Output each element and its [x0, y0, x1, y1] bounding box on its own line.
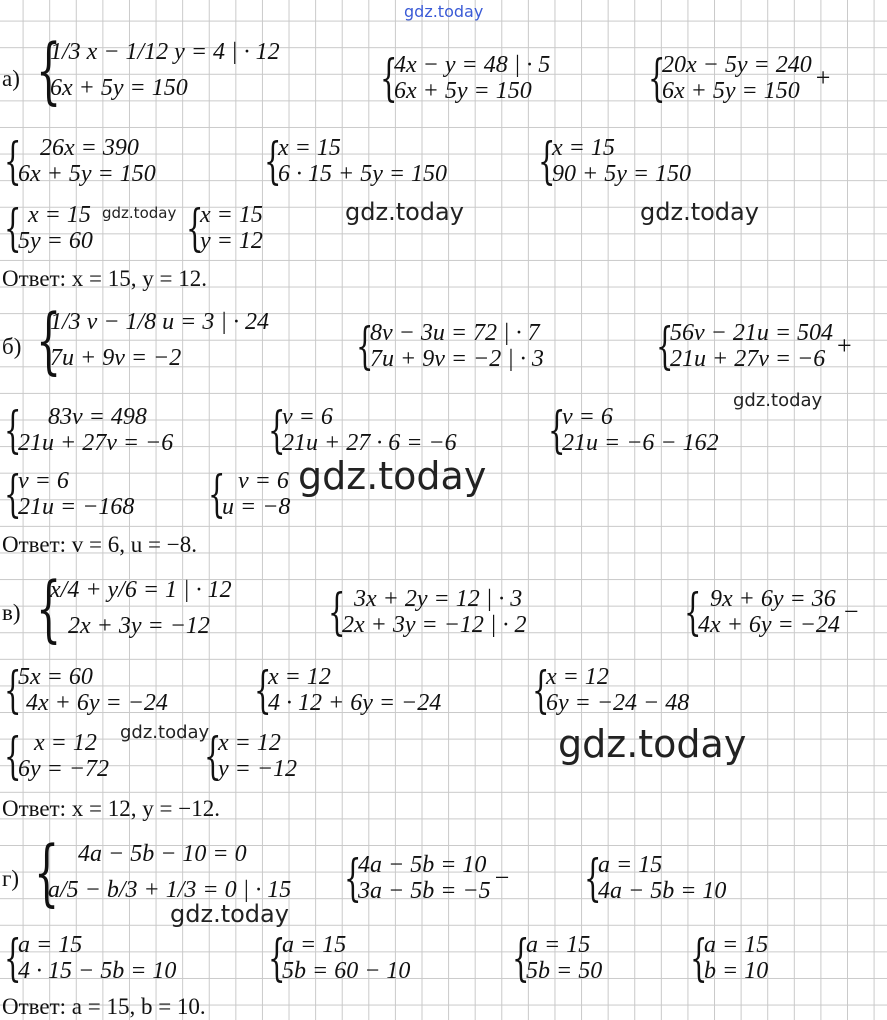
brace-icon: { [208, 465, 226, 523]
equation-system [208, 465, 291, 523]
brace-icon: { [548, 401, 566, 459]
watermark: gdz.today [345, 198, 464, 226]
equation: 21u = −6 − 162 [562, 430, 719, 456]
equation-system [380, 49, 551, 107]
brace-icon: { [344, 849, 362, 907]
equation: 21u + 27v = −6 [18, 430, 174, 456]
equation-system [538, 132, 692, 190]
equation: 3x + 2y = 12 | · 3 [354, 586, 523, 612]
equation: b = 10 [704, 958, 769, 984]
watermark: gdz.today [102, 204, 177, 222]
equation: 6y = −72 [18, 756, 110, 782]
equation: x = 15 [28, 202, 91, 228]
brace-icon: { [4, 465, 22, 523]
brace-icon: { [648, 49, 666, 107]
equation: 6 · 15 + 5y = 150 [278, 161, 448, 187]
equation-system [4, 401, 174, 459]
equation: 8v − 3u = 72 | · 7 [370, 320, 540, 346]
part-label: г) [2, 866, 20, 891]
equation-system [36, 28, 280, 112]
brace-icon: { [656, 317, 674, 375]
equation: u = −8 [222, 494, 291, 520]
equation-system [344, 849, 510, 907]
brace-icon: { [380, 49, 398, 107]
equation-system [4, 929, 177, 987]
equation: 9x + 6y = 36 [710, 586, 836, 612]
brace-icon: { [264, 132, 282, 190]
equation: 4x − y = 48 | · 5 [394, 52, 551, 78]
answer: Ответ: v = 6, u = −8. [2, 532, 197, 557]
watermark: gdz.today [120, 722, 210, 743]
equation: y = 12 [200, 228, 263, 254]
equation: 4 · 15 − 5b = 10 [18, 958, 177, 984]
equation: 56v − 21u = 504 [670, 320, 834, 346]
equation: x = 12 [34, 730, 97, 756]
brace-icon: { [328, 583, 346, 641]
equation-system [36, 298, 269, 382]
equation-system [186, 199, 263, 257]
watermark: gdz.today [170, 900, 289, 928]
equation-system [356, 317, 544, 375]
equation: 4a − 5b = 10 [598, 878, 727, 904]
equation: 1/3 x − 1/12 y = 4 | · 12 [50, 39, 280, 65]
equation: 26x = 390 [40, 135, 139, 161]
equation-system [4, 465, 135, 523]
equation-system [512, 929, 603, 987]
brace-icon: { [36, 298, 62, 382]
brace-icon: { [4, 727, 22, 785]
operation-sign: + [837, 331, 852, 360]
equation-system [254, 661, 442, 719]
brace-icon: { [356, 317, 374, 375]
brace-icon: { [36, 566, 62, 650]
brace-icon: { [512, 929, 530, 987]
equation-system [268, 929, 411, 987]
equation: 4a − 5b = 10 [358, 852, 487, 878]
equation: 20x − 5y = 240 [662, 52, 812, 78]
equation: x = 12 [546, 664, 609, 690]
equation: 3a − 5b = −5 [358, 878, 491, 904]
equation: 2x + 3y = −12 [68, 613, 210, 639]
equation: 21u = −168 [18, 494, 135, 520]
equation: 83v = 498 [48, 404, 147, 430]
answer: Ответ: x = 15, y = 12. [2, 266, 207, 291]
equation: v = 6 [18, 468, 69, 494]
equation-system [268, 401, 457, 459]
watermark-top: gdz.today [404, 2, 484, 21]
equation: a = 15 [598, 852, 663, 878]
equation: 90 + 5y = 150 [552, 161, 692, 187]
brace-icon: { [204, 727, 222, 785]
equation: 6x + 5y = 150 [18, 161, 156, 187]
brace-icon: { [4, 929, 22, 987]
equation-system [584, 849, 727, 907]
equation-system [548, 401, 719, 459]
brace-icon: { [254, 661, 272, 719]
brace-icon: { [4, 661, 22, 719]
operation-sign: − [843, 597, 859, 626]
equation: v = 6 [282, 404, 333, 430]
brace-icon: { [268, 401, 286, 459]
equation-system [36, 566, 232, 650]
answer: Ответ: x = 12, y = −12. [2, 796, 220, 821]
equation: x/4 + y/6 = 1 | · 12 [50, 577, 232, 603]
equation: 6y = −24 − 48 [546, 690, 690, 716]
equation: 21u + 27v = −6 [670, 346, 826, 372]
equation: 6x + 5y = 150 [50, 75, 188, 101]
brace-icon: { [4, 401, 22, 459]
operation-sign: + [815, 63, 831, 92]
equation-system [4, 132, 156, 190]
watermark: gdz.today [298, 454, 487, 498]
watermark: gdz.today [640, 198, 759, 226]
equation: 4x + 6y = −24 [698, 612, 840, 638]
equation-system [4, 661, 168, 719]
equation: x = 12 [268, 664, 331, 690]
equation: 4 · 12 + 6y = −24 [268, 690, 442, 716]
equation: a = 15 [704, 932, 769, 958]
equation-system [204, 727, 298, 785]
equation: v = 6 [238, 468, 289, 494]
equation: 5y = 60 [18, 228, 93, 254]
equation-system [656, 317, 852, 375]
equation-system [532, 661, 690, 719]
part-label: в) [2, 600, 21, 625]
equation-system [684, 583, 859, 641]
equation-system [328, 583, 527, 641]
equation: 4a − 5b − 10 = 0 [78, 841, 247, 867]
watermark: gdz.today [733, 390, 823, 411]
equation: a/5 − b/3 + 1/3 = 0 | · 15 [48, 877, 292, 903]
equation-system [648, 49, 831, 107]
equation: 1/3 v − 1/8 u = 3 | · 24 [50, 309, 269, 335]
brace-icon: { [584, 849, 602, 907]
equation: 2x + 3y = −12 | · 2 [342, 612, 527, 638]
equation: a = 15 [526, 932, 591, 958]
equation: y = −12 [218, 756, 298, 782]
brace-icon: { [4, 199, 22, 257]
brace-icon: { [4, 132, 22, 190]
brace-icon: { [690, 929, 708, 987]
part-label: б) [2, 334, 22, 359]
equation: x = 15 [278, 135, 341, 161]
brace-icon: { [268, 929, 286, 987]
brace-icon: { [36, 28, 62, 112]
equation: a = 15 [18, 932, 83, 958]
equation: 6x + 5y = 150 [394, 78, 532, 104]
equation: x = 12 [218, 730, 281, 756]
brace-icon: { [186, 199, 204, 257]
equation-system [4, 199, 93, 257]
equation: x = 15 [200, 202, 263, 228]
watermark: gdz.today [558, 722, 747, 766]
equation-system [264, 132, 448, 190]
equation: x = 15 [552, 135, 615, 161]
equation: 5x = 60 [18, 664, 93, 690]
equation: v = 6 [562, 404, 613, 430]
brace-icon: { [34, 830, 60, 914]
answer: Ответ: a = 15, b = 10. [2, 994, 206, 1019]
equation: 7u + 9v = −2 [50, 345, 182, 371]
equation: a = 15 [282, 932, 347, 958]
equation: 5b = 50 [526, 958, 603, 984]
equation: 21u + 27 · 6 = −6 [282, 430, 457, 456]
equation: 4x + 6y = −24 [26, 690, 168, 716]
equation-system [4, 727, 110, 785]
operation-sign: − [494, 863, 510, 892]
equation: 6x + 5y = 150 [662, 78, 800, 104]
equation: 7u + 9v = −2 | · 3 [370, 346, 544, 372]
part-label: а) [2, 66, 20, 91]
equation: 5b = 60 − 10 [282, 958, 411, 984]
brace-icon: { [684, 583, 702, 641]
brace-icon: { [532, 661, 550, 719]
equation-system [690, 929, 769, 987]
brace-icon: { [538, 132, 556, 190]
